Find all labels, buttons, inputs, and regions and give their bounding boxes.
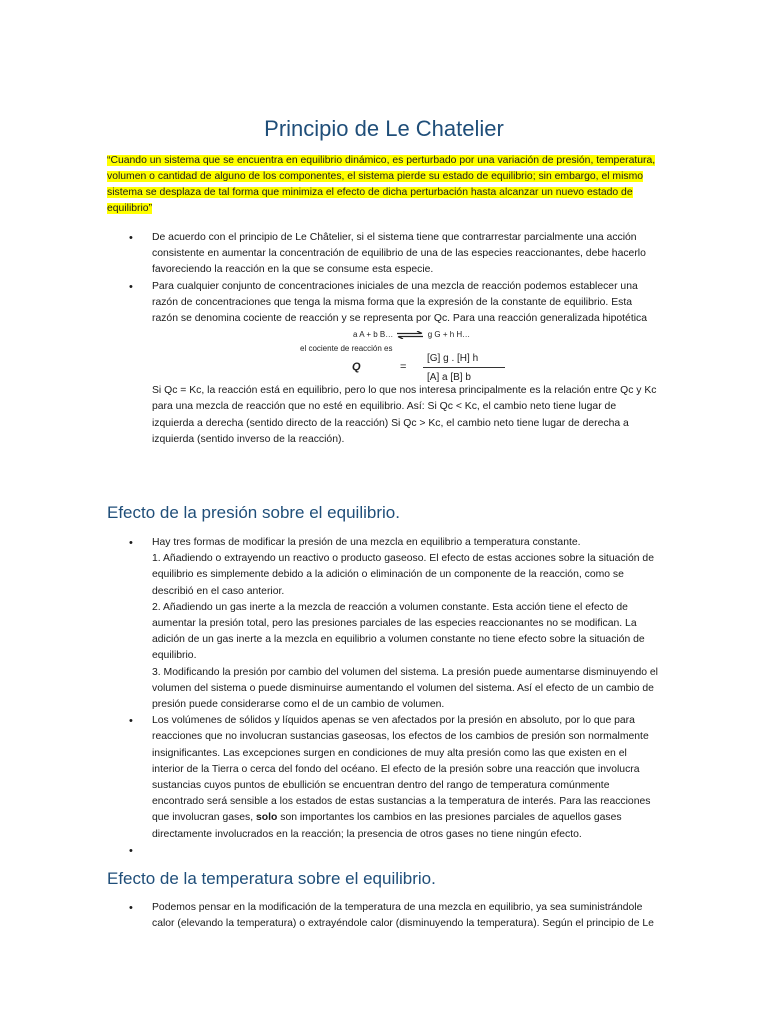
temperature-section [107,900,659,932]
list-item: • De acuerdo con el principio de Le Châtelier, si el sistema tiene que contrarrestar parcialmente una acción consistente en aumentar la concentración de equilibrio de una de las especies reaccionantes, debe hacerlo favoreciendo la reacción en la que se consume esta especie. [107,230,659,279]
list-item: • Para cualquier conjunto de concentraciones iniciales de una mezcla de reacción podemos establecer una razón de concentraciones que tenga la misma forma que la expresión de la constante de equilibrio. Esta razón se denomina cociente de reacción y se representa por Qc. Para una reacción generalizada hipotética [107,279,659,328]
equals-sign: = [400,361,407,374]
highlighted-quote [107,153,659,217]
pressure-item-1: 1. Añadiendo o extrayendo un reactivo o producto gaseoso. El efecto de estas acciones sobre la situación de equilibrio es simplemente debido a la adición o eliminación de un componente de la reacción, como se describió en el caso anterior. [152,553,654,597]
bullet-list-3 [107,900,659,932]
quotient-numerator: [G] g . [H] h [427,353,479,365]
reaction-left: a A + b B… [353,330,394,340]
quotient-denominator: [A] a [B] b [427,372,471,384]
pressure-section [107,535,659,859]
pressure-intro: • Hay tres formas de modificar la presión de una mezcla en equilibrio a temperatura constante. [152,537,581,548]
reaction-quotient-formula [107,327,659,383]
le-chatelier-section [107,230,659,448]
bullet-list-1 [107,230,659,327]
temperature-heading: Efecto de la temperatura sobre el equilibrio. [107,869,436,888]
qc-kc-paragraph: Si Qc = Kc, la reacción está en equilibrio, pero lo que nos interesa principalmente es la relación entre Qc y Kc para una mezcla de reacción que no esté en equilibrio. Así: Si Qc < Kc, el cambio neto tiene lugar de izquierda a derecha (sentido directo de la reacción) Si Qc > Kc, el cambio neto tiene lugar de derecha a izquierda (sentido inverso de la reacción). [152,385,657,445]
pressure-item-2: 2. Añadiendo un gas inerte a la mezcla de reacción a volumen constante. Esta acción tiene el efecto de aumentar la presión total, pero las presiones parciales de las especies reaccionantes no se modifican. La adición de un gas inerte a la mezcla en equilibrio a volumen constante no tiene efecto sobre la situación de equilibrio. [152,601,645,662]
pressure-item-3: 3. Modificando la presión por cambio del volumen del sistema. La presión puede aumentarse disminuyendo el volumen del sistema o puede disminuirse aumentando el volumen del sistema. Así el efecto de un cambio de presión puede considerarse como el de un cambio de volumen. [152,666,658,711]
list-item [107,713,659,843]
pressure-heading: Efecto de la presión sobre el equilibrio. [107,503,400,522]
bold-word: solo [255,812,278,824]
quotient-label: el cociente de reacción es [300,344,393,354]
fraction-bar [423,367,505,368]
solids-liquids-text-b: son importantes los cambios en las presiones parciales de aquellos gases directamente involucrados en la reacción; la presencia de otros gases no tiene ningún efecto. [152,812,622,840]
reaction-right: g G + h H… [427,330,471,340]
bullet-list-2 [107,535,659,859]
q-symbol: Q [352,361,361,374]
equilibrium-arrow-icon [395,331,425,339]
solids-liquids-text-a: Los volúmenes de sólidos y líquidos apenas se ven afectados por la presión en absoluto, por lo que para reacciones que no involucran sustancias gaseosas, los efectos de los cambios de presión son normalmente insignificantes. Las excepciones surgen en condiciones de muy alta presión como las que existen en el interior de la Tierra o cerca del fondo del océano. El efecto de la presión sobre una reacción que involucra sustancias cuyos puntos de ebullición se encuentran dentro del rango de temperatura comúnmente encontrado será sensible a los estados de estas sustancias a la temperatura de interés. Para las reacciones que involucran gases, [152,715,651,824]
page-title: Principio de Le Chatelier [264,116,504,141]
empty-list-item [107,843,659,859]
list-item: • Podemos pensar en la modificación de la temperatura de una mezcla en equilibrio, ya sea suministrándole calor (elevando la temperatura) o extrayéndole calor (disminuyendo la temperatura). Según el principio de Le [107,900,659,932]
quote-text: “Cuando un sistema que se encuentra en equilibrio dinámico, es perturbado por una variación de presión, temperatura, volumen o cantidad de alguno de los componentes, el sistema pierde su estado de equilibrio; sin embargo, el mismo sistema se desplaza de tal forma que minimiza el efecto de dicha perturbación hasta alcanzar un nuevo estado de equilibrio” [107,155,656,214]
list-item [107,535,659,713]
